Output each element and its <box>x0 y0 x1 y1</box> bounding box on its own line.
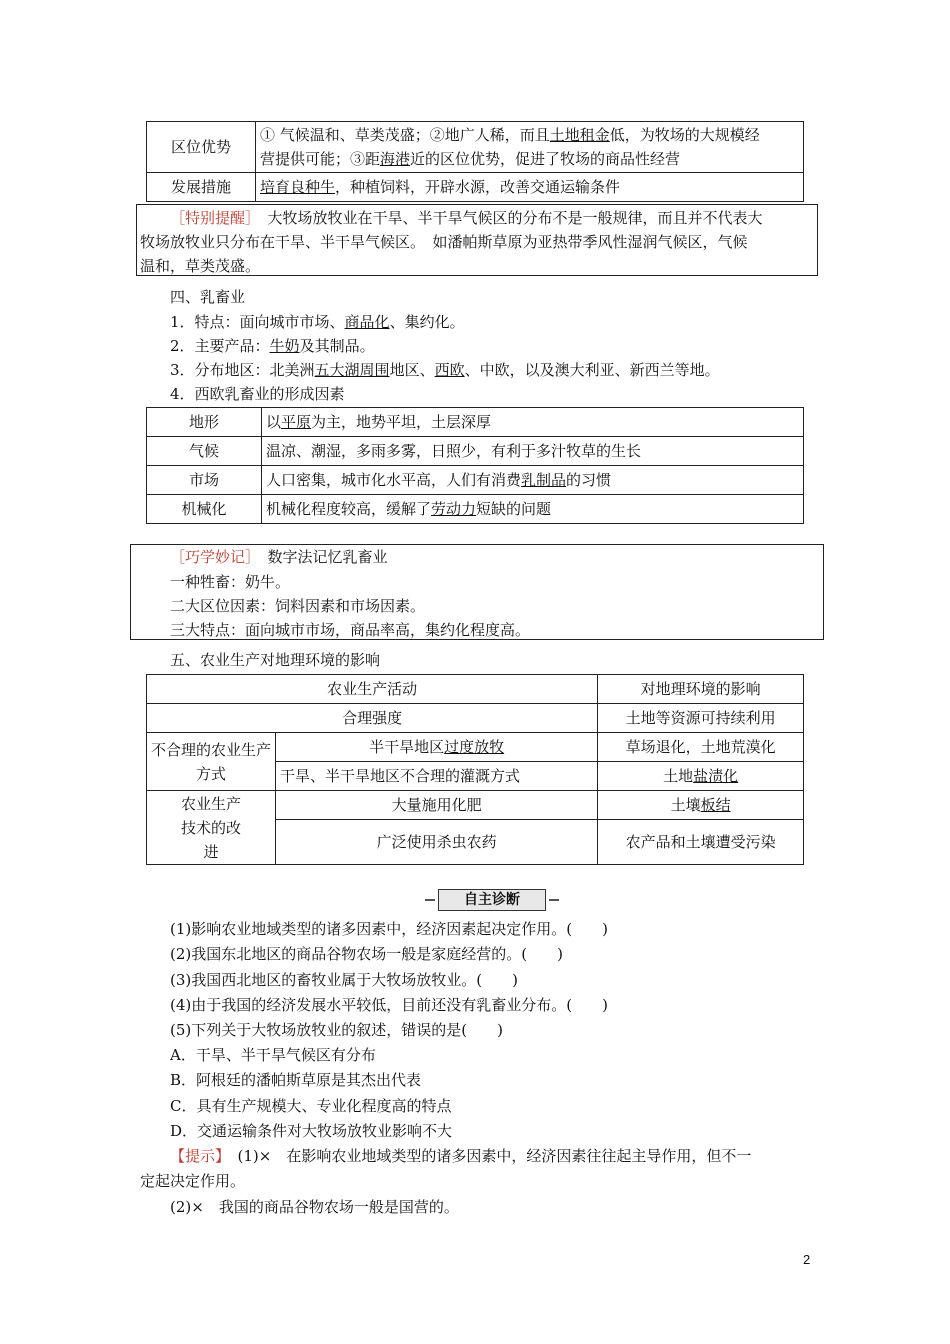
table-row: 地形 以平原为主，地势平坦，土层深厚 <box>147 408 804 437</box>
table-cell: 合理强度 <box>147 704 598 733</box>
special-reminder-line: 牧场放牧业只分布在干旱、半干旱气候区。 如潘帕斯草原为亚热带季风性湿润气候区，气候 <box>140 233 748 251</box>
hint-line: 【提示】 (1)× 在影响农业地域类型的诸多因素中，经济因素往往起主导作用，但不一 <box>170 1147 752 1165</box>
table-cell: ① 气候温和、草类茂盛；②地广人稀，而且土地租金低，为牧场的大规模经 营提供可能；③距海港近的区位优势，促进了牧场的商品性经营 <box>256 122 804 173</box>
section-heading: 五、农业生产对地理环境的影响 <box>170 651 381 669</box>
memory-tip-line: 三大特点：面向城市市场，商品率高，集约化程度高。 <box>170 621 531 639</box>
memory-tip-line: 一种牲畜：奶牛。 <box>170 573 291 591</box>
special-reminder-tag: ［特别提醒］ <box>170 209 253 227</box>
list-item: 1．特点：面向城市市场、商品化、集约化。 <box>170 313 465 331</box>
memory-tip-tag: ［巧学妙记］ <box>170 548 253 566</box>
option-item: B．阿根廷的潘帕斯草原是其杰出代表 <box>170 1071 422 1089</box>
table-row: 机械化 机械化程度较高，缓解了劳动力短缺的问题 <box>147 495 804 524</box>
table-cell: 土壤板结 <box>598 791 804 820</box>
table-cell: 半干旱地区过度放牧 <box>276 733 598 762</box>
table-cell: 农产品和土壤遭受污染 <box>598 820 804 865</box>
option-item: D．交通运输条件对大牧场放牧业影响不大 <box>170 1122 453 1140</box>
option-item: A．干旱、半干旱气候区有分布 <box>170 1046 376 1064</box>
list-item: 2．主要产品：牛奶及其制品。 <box>170 337 375 355</box>
option-item: C．具有生产规模大、专业化程度高的特点 <box>170 1097 452 1115</box>
table-cell: 土地等资源可持续利用 <box>598 704 804 733</box>
table-header: 农业生产活动 <box>147 675 598 704</box>
table-advantages <box>146 121 804 202</box>
special-reminder-line: 温和，草类茂盛。 <box>140 257 261 275</box>
question-item: (3)我国西北地区的畜牧业属于大牧场放牧业。( ) <box>170 971 518 989</box>
section-heading: 四、乳畜业 <box>170 288 246 306</box>
table-row-label: 发展措施 <box>147 173 256 202</box>
question-item: (2)我国东北地区的商品谷物农场一般是家庭经营的。( ) <box>170 945 563 963</box>
table-group-label: 不合理的农业生产方式 <box>147 733 276 791</box>
special-reminder-line: ［特别提醒］ 大牧场放牧业在干旱、半干旱气候区的分布不是一般规律，而且并不代表大 <box>170 209 763 227</box>
table-cell: 草场退化，土地荒漠化 <box>598 733 804 762</box>
table-cell: 广泛使用杀虫农药 <box>276 820 598 865</box>
list-item: 4．西欧乳畜业的形成因素 <box>170 385 345 403</box>
list-item: 3．分布地区：北美洲五大湖周围地区、西欧、中欧，以及澳大利亚、新西兰等地。 <box>170 361 720 379</box>
table-cell: 大量施用化肥 <box>276 791 598 820</box>
table-environment-impact <box>146 674 804 865</box>
table-group-label: 农业生产技术的改进 <box>147 791 276 865</box>
table-row: 气候 温凉、潮湿，多雨多雾，日照少，有利于多汁牧草的生长 <box>147 437 804 466</box>
table-dairy-factors <box>146 407 804 524</box>
table-row: 市场 人口密集，城市化水平高，人们有消费乳制品的习惯 <box>147 466 804 495</box>
question-item: (5)下列关于大牧场放牧业的叙述，错误的是( ) <box>170 1021 503 1039</box>
memory-tip-line: 二大区位因素：饲料因素和市场因素。 <box>170 597 426 615</box>
hint-line: 定起决定作用。 <box>140 1172 246 1190</box>
table-cell: 干旱、半干旱地区不合理的灌溉方式 <box>276 762 598 791</box>
question-item: (4)由于我国的经济发展水平较低，目前还没有乳畜业分布。( ) <box>170 996 608 1014</box>
hint-line: (2)× 我国的商品谷物农场一般是国营的。 <box>170 1198 459 1216</box>
table-header: 对地理环境的影响 <box>598 675 804 704</box>
page-number: 2 <box>803 1252 811 1267</box>
table-cell: 土地盐渍化 <box>598 762 804 791</box>
hint-tag: 【提示】 <box>170 1147 223 1165</box>
question-item: (1)影响农业地域类型的诸多因素中，经济因素起决定作用。( ) <box>170 920 608 938</box>
self-diagnosis-badge: 自主诊断 <box>438 889 546 911</box>
memory-tip-title: ［巧学妙记］ 数字法记忆乳畜业 <box>170 548 388 566</box>
table-cell: 培育良种牛，种植饲料，开辟水源，改善交通运输条件 <box>256 173 804 202</box>
table-row-label: 区位优势 <box>147 122 256 173</box>
